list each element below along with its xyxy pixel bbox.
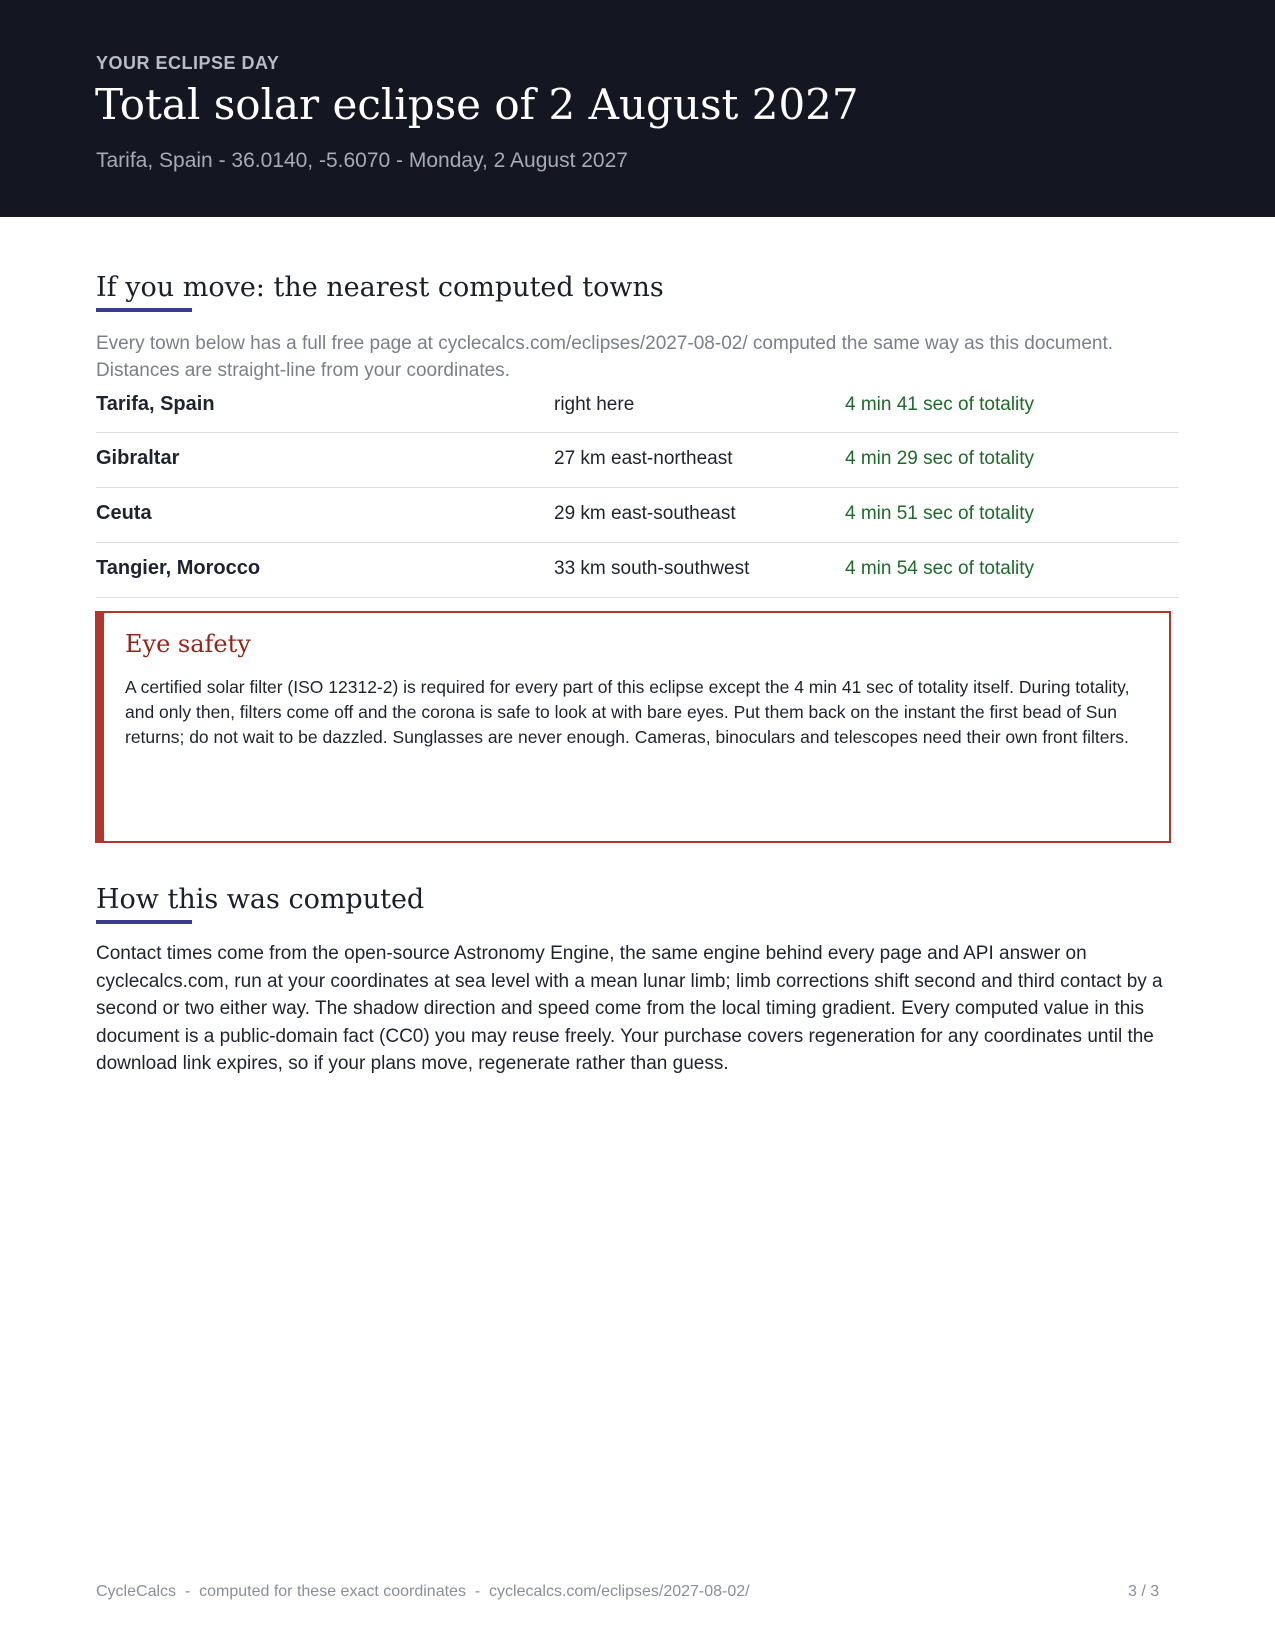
town-distance: 29 km east-southeast	[554, 503, 736, 524]
footer-text: CycleCalcs - computed for these exact coordinates - cyclecalcs.com/eclipses/2027-08-02/	[96, 1583, 750, 1600]
town-row	[96, 488, 1179, 543]
town-distance: 33 km south-southwest	[554, 558, 750, 579]
town-name: Tangier, Morocco	[96, 557, 261, 579]
town-name: Tarifa, Spain	[96, 393, 215, 415]
document-subtitle: Tarifa, Spain - 36.0140, -5.6070 - Monday, 2 August 2027	[96, 149, 628, 172]
town-distance: right here	[554, 394, 635, 415]
method-body: Contact times come from the open-source Astronomy Engine, the same engine behind every page and API answer on cyclecalcs.com, run at your coordinates at sea level with a mean lunar limb; limb corrections shift second and third contact by a second or two either way. The shadow direction and speed come from the local timing gradient. Every computed value in this document is a public-domain fact (CC0) you may reuse freely. Your purchase covers regeneration for any coordinates until the download link expires, so if your plans move, regenerate rather than guess.	[96, 943, 1163, 1074]
towns-intro: Every town below has a full free page at cyclecalcs.com/eclipses/2027-08-02/ computed the same way as this document. Distances are straight-line from your coordinates.	[96, 333, 1114, 381]
towns-heading-rule	[96, 308, 192, 312]
town-totality: 4 min 54 sec of totality	[845, 558, 1035, 579]
town-row	[96, 379, 1179, 433]
header-eyebrow: YOUR ECLIPSE DAY	[96, 53, 280, 73]
town-totality: 4 min 51 sec of totality	[845, 503, 1035, 524]
town-row	[96, 543, 1179, 598]
town-row	[96, 433, 1179, 488]
method-heading-rule	[96, 920, 192, 924]
method-section-heading: How this was computed	[96, 884, 425, 915]
eye-safety-title: Eye safety	[125, 630, 251, 658]
eye-safety-callout	[95, 611, 1171, 843]
town-totality: 4 min 41 sec of totality	[845, 394, 1035, 415]
town-name: Ceuta	[96, 502, 152, 524]
town-name: Gibraltar	[96, 447, 180, 469]
town-distance: 27 km east-northeast	[554, 448, 733, 469]
towns-table	[96, 379, 1179, 598]
town-totality: 4 min 29 sec of totality	[845, 448, 1035, 469]
page-header	[0, 0, 1275, 217]
eye-safety-body: A certified solar filter (ISO 12312-2) is required for every part of this eclipse except the 4 min 41 sec of totality itself. During totality, and only then, filters come off and the corona is safe to look at with bare eyes. Put them back on the instant the first bead of Sun returns; do not wait to be dazzled. Sunglasses are never enough. Cameras, binoculars and telescopes need their own front filters.	[125, 677, 1130, 747]
towns-section-heading: If you move: the nearest computed towns	[96, 272, 664, 303]
page-number: 3 / 3	[1128, 1583, 1160, 1600]
document-title: Total solar eclipse of 2 August 2027	[95, 80, 859, 129]
